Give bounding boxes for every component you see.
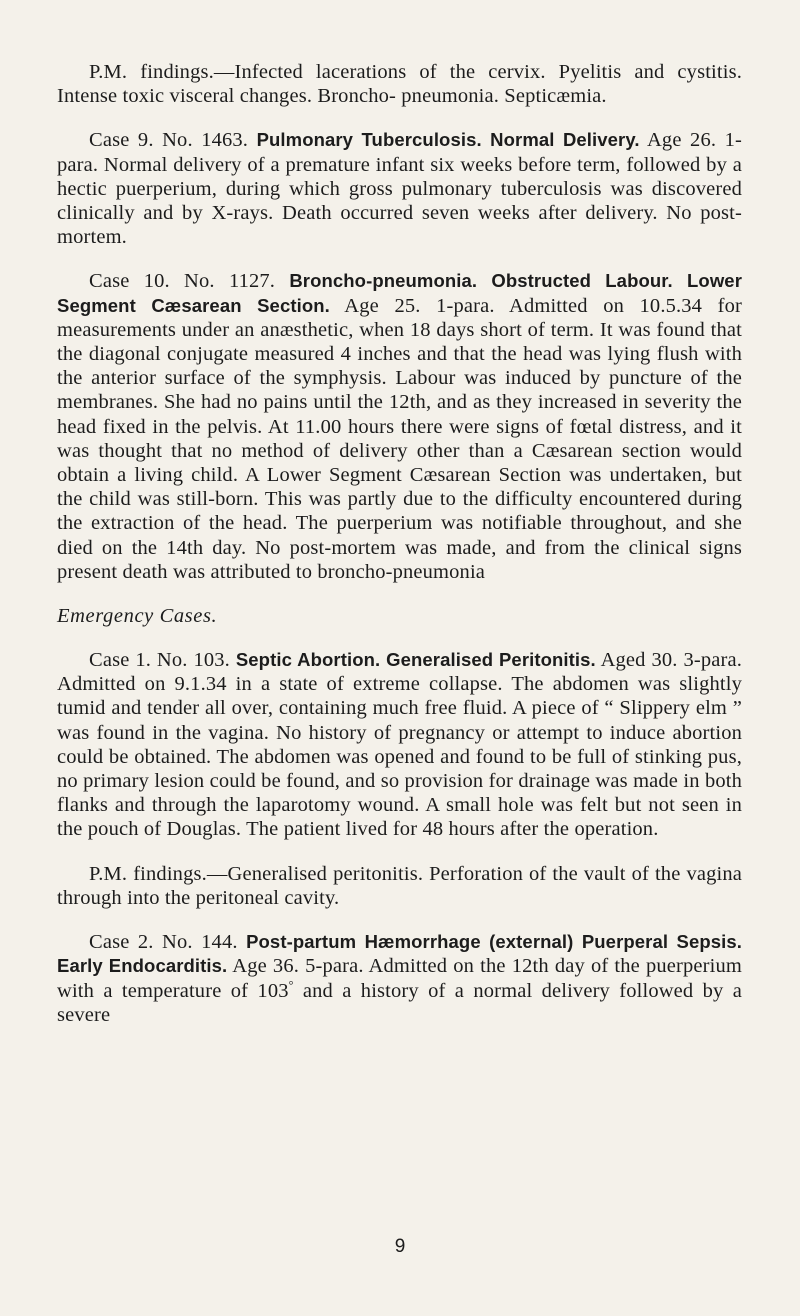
emergency-case-2-body: Age 36. 5-para. Admitted on the 12th day of the puerperium with a temperature of 103 (57, 955, 742, 1002)
pm-findings-paragraph-2: P.M. findings.—Generalised peritonitis. Perforation of the vault of the vagina through into the peritoneal cavity. (57, 862, 742, 909)
emergency-case-1-body: Aged 30. 3-para. Admitted on 9.1.34 in a state of extreme collapse. The abdomen was slightly tumid and tender all over, containing much free fluid. A piece of “ Slippery elm ” was found in the vagina. No history of pregnancy or attempt to induce abortion could be obtained. The abdomen was opened and found to be full of stinking pus, no primary lesion could be found, and so provision for drainage was made in both flanks and through the laparotomy wound. A small hole was felt but not seen in the pouch of Douglas. The patient lived for 48 hours after the operation. (57, 649, 742, 841)
emergency-case-1-paragraph (57, 648, 742, 842)
emergency-case-2-body-continued: and a history of a normal delivery followed by a severe (57, 979, 742, 1026)
emergency-case-2-paragraph (57, 930, 742, 1027)
case-9-paragraph (57, 128, 742, 249)
page-number: 9 (394, 1236, 406, 1257)
case-10-paragraph (57, 269, 742, 584)
emergency-cases-heading: Emergency Cases. (57, 605, 218, 628)
case-10-body: Age 25. 1-para. Admitted on 10.5.34 for measurements under an anæsthetic, when 18 days short of term. It was found that the diagonal conjugate measured 4 inches and that the head was lying flush with the anterior surface of the symphysis. Labour was induced by puncture of the membranes. She had no pains until the 12th, and as they increased in severity the head fixed in the pelvis. At 11.00 hours there were signs of fœtal distress, and it was thought that no method of delivery other than a Cæsarean section would obtain a living child. A Lower Segment Cæsarean Section was undertaken, but the child was still-born. This was partly due to the difficulty encountered during the extraction of the head. The puerperium was notifiable throughout, and she died on the 14th day. No post-mortem was made, and from the clinical signs present death was attributed to broncho-pneumonia (57, 294, 742, 583)
case-9-heading: Pulmonary Tuberculosis. Normal Delivery. (256, 129, 640, 151)
emergency-case-2-number: Case 2. No. 144. (89, 931, 238, 954)
pm-findings-paragraph: P.M. findings.—Infected lacerations of the cervix. Pyelitis and cystitis. Intense toxic visceral changes. Broncho- pneumonia. Septicæmia. (57, 61, 742, 108)
emergency-case-1-heading: Septic Abortion. Generalised Peritonitis. (235, 649, 596, 671)
case-10-number: Case 10. No. 1127. (89, 270, 276, 293)
emergency-case-2-heading: Post-partum Hæmorrhage (external) Puerperal Sepsis. Early Endocarditis. (57, 931, 742, 977)
degree-sign: ° (288, 977, 294, 992)
case-9-number: Case 9. No. 1463. (89, 129, 249, 152)
case-10-heading: Broncho-pneumonia. Obstructed Labour. Lower Segment Cæsarean Section. (57, 270, 742, 316)
emergency-case-1-number: Case 1. No. 103. (89, 649, 230, 672)
case-9-body: Age 26. 1-para. Normal delivery of a premature infant six weeks before term, followed by a hectic puerperium, during which gross pulmonary tuberculosis was discovered clinically and by X-rays. Death occurred seven weeks after delivery. No post-mortem. (57, 129, 742, 249)
